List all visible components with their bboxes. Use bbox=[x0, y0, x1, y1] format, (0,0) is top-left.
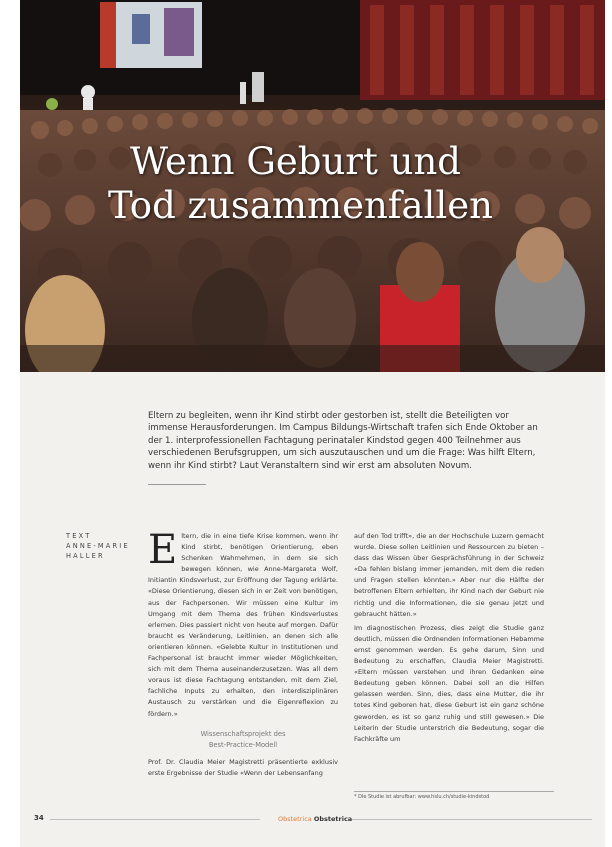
section-subheading bbox=[148, 729, 338, 751]
footer-rule bbox=[50, 819, 260, 820]
body-paragraph: Im diagnostischen Prozess, dies zeigt die Studie ganz deutlich, müssen die Ordnenden Informationen Hebamme ernst genommen werden. Es gehe darum, Sinn und Bedeutung zu erschaffen, Claudia Meier Magistretti. «Eltern müssen verstehen und ihren Gedanken eine Bedeutung geben können. Dabei soll an die Hilfen gelassen werden. Sinn, dies, dass eine Mutter, die ihr totes Kind geboren hat, diese Geburt ist ein ganz schöne geworden, es ist so ganz ruhig und still gewesen.» Die Leiterin der Studie unterstrich die Bedeutung, sogar die Fachkräfte um bbox=[354, 623, 544, 743]
text-column-2 bbox=[354, 531, 544, 745]
body-paragraph: ltern, die in eine tiefe Krise kommen, wenn ihr Kind stirbt, benötigen Orientierung, eben Schenken Wahrnehmen, in dem sie sich bewegen können, wie Anne-Margareta Wolf, Initiantin Kindsverlust, zur Eröffnung der Tagung erklärte. «Diese Orientierung, diesen sich in er Zeit von benötigen, aus der Fachpersonen. Wir müssen eine Kultur im Umgang mit dem Thema des frühen Kindsverlustes erlernen. Dies passiert nicht von heute auf morgen. Dafür braucht es Veränderung, Leitlinien, an denen sich alle orientieren können. «Gelebte Kultur in Institutionen und Fachpersonal ist braucht immer wieder Möglichkeiten, sich mit dem Thema auseinanderzusetzen. Was all dem voraus ist diese Fachtagung entstanden, mit dem Ziel, fachliche Inputs zu erhalten, den interdisziplinären Austausch zu verstärken und die Eigenreflexion zu fördern.» bbox=[148, 532, 338, 718]
magazine-page bbox=[20, 0, 605, 847]
lead-divider bbox=[148, 484, 206, 485]
footnote: * Die Studie ist abrufbar: www.hslu.ch/studie-kindstod bbox=[354, 791, 554, 800]
page-footer bbox=[20, 814, 605, 826]
text-column-1 bbox=[148, 527, 338, 779]
body-paragraph: Prof. Dr. Claudia Meier Magistretti präsentierte exklusiv erste Ergebnisse der Studie «Wenn der Lebensanfang bbox=[148, 757, 338, 777]
footer-rule bbox=[352, 819, 592, 820]
article-lead: Eltern zu begleiten, wenn ihr Kind stirbt oder gestorben ist, stellt die Beteiligten vor immense Herausforderungen. Im Campus Bildungs-Wirtschaft trafen sich Ende Oktober an der 1. interprofessionellen Fachtagung perinataler Kindstod gegen 400 Teilnehmer aus verschiedenen Berufsgruppen, um sich auszutauschen und um die Frage: Was hilft Eltern, wenn ihr Kind stirbt? Laut Veranstaltern sind wir erst am absoluten Novum. bbox=[148, 411, 538, 471]
magazine-name bbox=[278, 815, 352, 823]
author-byline bbox=[66, 531, 136, 561]
page-number: 34 bbox=[34, 814, 44, 822]
magazine-prefix: Obstetrica bbox=[278, 815, 312, 823]
headline-line-2: Tod zusammenfallen bbox=[108, 184, 493, 227]
body-paragraph: auf den Tod trifft», die an der Hochschule Luzern gemacht wurde. Diese sollen Leitlinien und Ressourcen zu bieten – dass das Wissen über Gesprächsführung in der Schweiz «Da fehlen bislang immer jemanden, mit dem die reden und Fragen stellen könnten.» Aber nur die Hälfte der betroffenen Eltern erhielten, ihr Kind nach der Geburt nie richtig und die Informationen, die sie genau jetzt und gebraucht hätten.» bbox=[354, 532, 544, 618]
subheading-line-2: Best-Practice-Modell bbox=[208, 740, 278, 749]
headline-line-1: Wenn Geburt und bbox=[130, 140, 461, 183]
magazine-title: Obstetrica bbox=[313, 815, 353, 823]
subheading-line-1: Wissenschaftsprojekt des bbox=[200, 729, 286, 738]
byline-author-first: ANNE-MARIE bbox=[66, 542, 130, 550]
drop-cap: E bbox=[148, 527, 178, 573]
byline-author-last: HALLER bbox=[66, 552, 105, 560]
article-headline bbox=[108, 140, 588, 228]
byline-label: TEXT bbox=[66, 532, 92, 540]
